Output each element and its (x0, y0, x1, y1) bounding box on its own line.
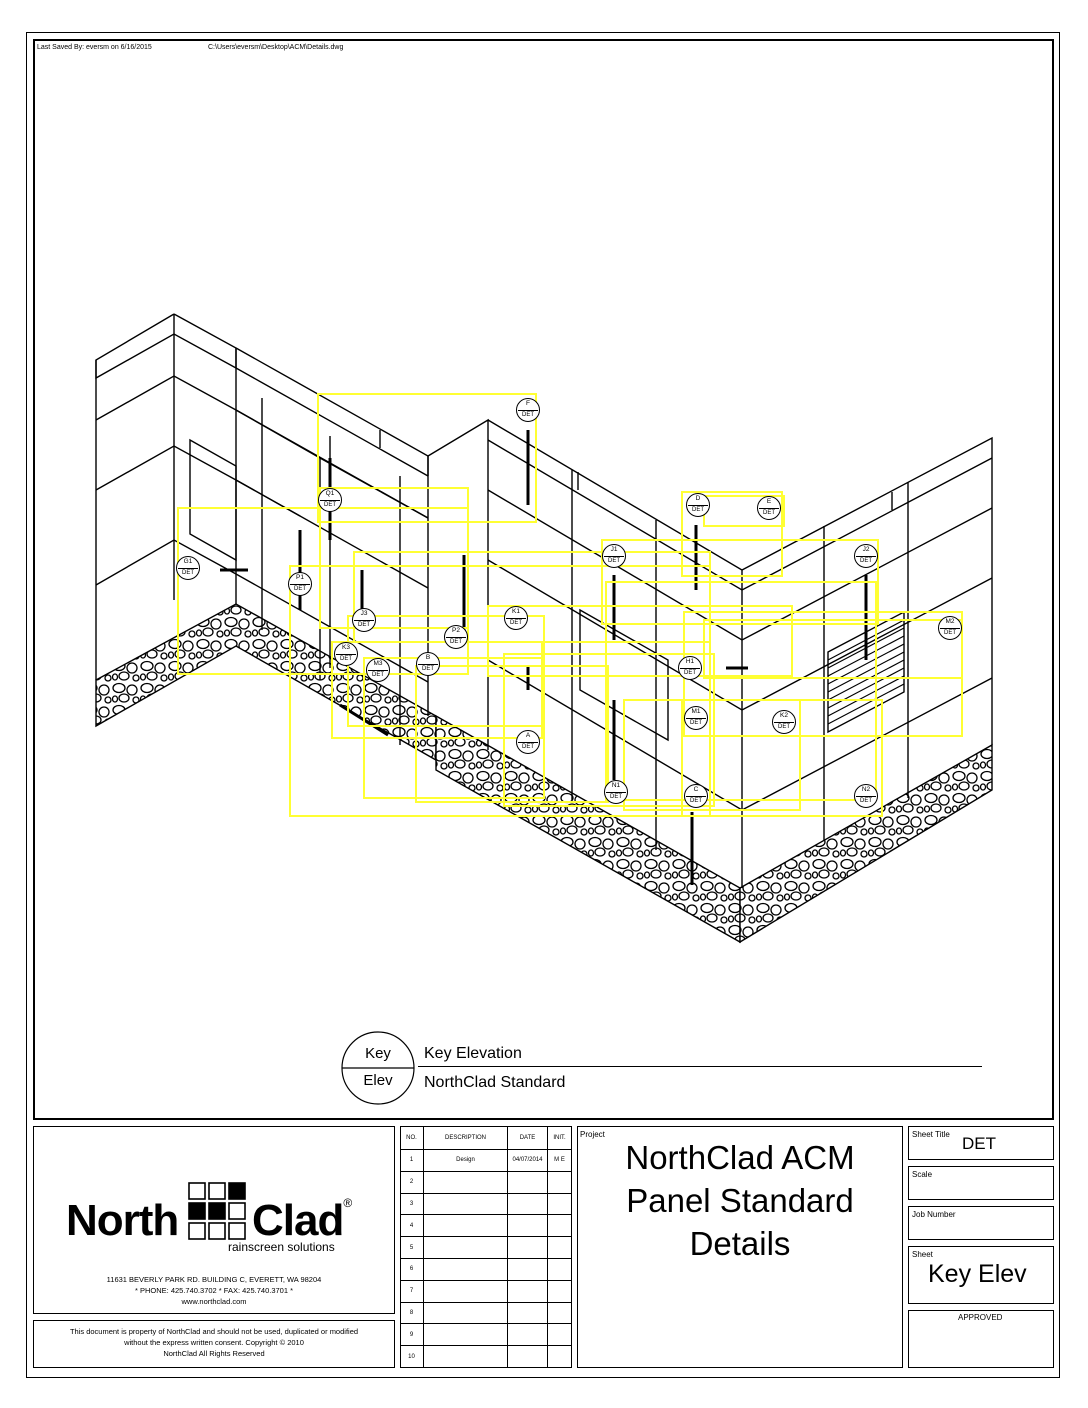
key-title: Key Elevation (424, 1045, 522, 1062)
tag-divider (178, 568, 198, 569)
revision-cell: M E (548, 1150, 572, 1172)
detail-tag-id: J3 (360, 610, 368, 617)
revision-cell: 04/07/2014 (508, 1150, 548, 1172)
detail-tag-id: M3 (373, 660, 383, 667)
detail-tag-id: Q1 (325, 490, 335, 497)
detail-tag-sheet: DET (690, 798, 702, 804)
job-number-label: Job Number (912, 1210, 956, 1219)
detail-tag-id: M2 (945, 618, 955, 625)
detail-tag-sheet: DET (324, 502, 336, 508)
detail-tag-e (757, 496, 781, 520)
revision-cell (508, 1237, 548, 1259)
revision-cell: 2 (400, 1172, 424, 1194)
notice-line-1: This document is property of NorthClad and should not be used, duplicated or modified (69, 1327, 359, 1336)
detail-tag-k2 (772, 710, 796, 734)
revision-cell: 1 (400, 1150, 424, 1172)
detail-tag-sheet: DET (182, 570, 194, 576)
tag-divider (774, 722, 794, 723)
logo-tagline: rainscreen solutions (228, 1240, 335, 1254)
revision-cell (508, 1281, 548, 1303)
revision-cell (548, 1194, 572, 1216)
detail-tag-id: C (693, 786, 699, 793)
last-saved-text: Last Saved By: eversm on 6/16/2015 (37, 44, 152, 51)
key-symbol-bottom: Elev (363, 1072, 393, 1089)
revision-cell (548, 1172, 572, 1194)
revision-cell (508, 1346, 548, 1368)
notice-line-2: without the express written consent. Copyright © 2010 (124, 1338, 304, 1347)
revision-cell: 5 (400, 1237, 424, 1259)
scale-label: Scale (912, 1170, 933, 1179)
detail-tag-id: N1 (611, 782, 621, 789)
tag-divider (856, 796, 876, 797)
detail-tag-sheet: DET (778, 724, 790, 730)
detail-tag-id: P1 (296, 574, 304, 581)
tag-divider (686, 718, 706, 719)
tag-divider (680, 668, 700, 669)
revision-cell (424, 1259, 508, 1281)
tag-divider (940, 628, 960, 629)
detail-tag-id: H1 (685, 658, 695, 665)
revision-cell (548, 1303, 572, 1325)
detail-tag-j3 (352, 608, 376, 632)
sheet-label: Sheet (912, 1250, 933, 1259)
revision-cell (508, 1259, 548, 1281)
revision-cell (548, 1346, 572, 1368)
tag-divider (506, 618, 526, 619)
detail-tag-id: N2 (861, 786, 871, 793)
project-line-2: Panel Standard (626, 1182, 854, 1219)
detail-tag-c (684, 784, 708, 808)
detail-tag-n1 (604, 780, 628, 804)
key-subtitle: NorthClad Standard (424, 1074, 566, 1091)
detail-tag-sheet: DET (763, 510, 775, 516)
detail-tag-m3 (366, 658, 390, 682)
detail-tag-sheet: DET (372, 672, 384, 678)
project-line-3: Details (689, 1225, 791, 1262)
detail-tag-sheet: DET (450, 639, 462, 645)
detail-tag-sheet: DET (684, 670, 696, 676)
revision-cell (508, 1324, 548, 1346)
logo-clad: Clad® (252, 1196, 353, 1245)
revision-cell (424, 1281, 508, 1303)
tag-divider (446, 637, 466, 638)
key-symbol (340, 1030, 420, 1110)
sheet-title-value: DET (962, 1134, 996, 1153)
revision-header: DESCRIPTION (424, 1126, 508, 1150)
sheet-value: Key Elev (928, 1260, 1027, 1288)
detail-tag-id: K2 (780, 712, 788, 719)
detail-tag-sheet: DET (692, 507, 704, 513)
logo-grid-icon (188, 1182, 248, 1242)
detail-tag-h1 (678, 656, 702, 680)
key-symbol-top: Key (365, 1045, 391, 1062)
tag-divider (606, 792, 626, 793)
detail-tag-id: K3 (342, 644, 350, 651)
detail-tag-k3 (334, 642, 358, 666)
detail-tag-id: A (525, 732, 531, 739)
detail-tag-a (516, 730, 540, 754)
detail-tag-id: B (425, 654, 431, 661)
revision-cell (508, 1303, 548, 1325)
revision-cell: 10 (400, 1346, 424, 1368)
revision-cell (548, 1215, 572, 1237)
tag-divider (686, 796, 706, 797)
detail-tag-id: E (766, 498, 772, 505)
tag-divider (368, 670, 388, 671)
detail-tag-id: D (695, 495, 701, 502)
revision-cell (424, 1324, 508, 1346)
revision-cell (424, 1303, 508, 1325)
detail-tag-sheet: DET (522, 744, 534, 750)
detail-tag-id: G1 (183, 558, 193, 565)
revision-cell (548, 1237, 572, 1259)
revision-cell: Design (424, 1150, 508, 1172)
project-line-1: NorthClad ACM (625, 1139, 855, 1176)
detail-tag-sheet: DET (294, 586, 306, 592)
tag-divider (418, 664, 438, 665)
detail-tag-sheet: DET (608, 558, 620, 564)
tag-divider (320, 500, 340, 501)
detail-tag-n2 (854, 784, 878, 808)
detail-tag-id: K1 (512, 608, 520, 615)
detail-tag-sheet: DET (690, 720, 702, 726)
detail-tag-sheet: DET (610, 794, 622, 800)
revision-cell (424, 1194, 508, 1216)
revision-cell (424, 1346, 508, 1368)
tag-divider (354, 620, 374, 621)
tag-divider (518, 410, 538, 411)
revision-header: INIT. (548, 1126, 572, 1150)
detail-tag-b (416, 652, 440, 676)
detail-tag-j1 (602, 544, 626, 568)
detail-tag-sheet: DET (422, 666, 434, 672)
logo-north: North (66, 1196, 179, 1245)
detail-tag-sheet: DET (944, 630, 956, 636)
detail-tag-d (686, 493, 710, 517)
revision-cell (508, 1172, 548, 1194)
revision-cell (424, 1215, 508, 1237)
revision-cell: 3 (400, 1194, 424, 1216)
detail-tag-g1 (176, 556, 200, 580)
detail-tag-j2 (854, 544, 878, 568)
revision-cell: 6 (400, 1259, 424, 1281)
detail-tag-sheet: DET (860, 558, 872, 564)
tag-divider (856, 556, 876, 557)
detail-tag-id: J2 (862, 546, 870, 553)
detail-tag-f (516, 398, 540, 422)
revision-cell (424, 1172, 508, 1194)
revision-cell (424, 1237, 508, 1259)
company-address: 11631 BEVERLY PARK RD. BUILDING C, EVERETT, WA 98204 (106, 1275, 322, 1284)
revision-cell: 9 (400, 1324, 424, 1346)
detail-tag-id: P2 (452, 627, 460, 634)
revision-header: NO. (400, 1126, 424, 1150)
detail-tag-id: M1 (691, 708, 701, 715)
detail-tag-m1 (684, 706, 708, 730)
key-underline (418, 1066, 982, 1067)
detail-tag-id: J1 (610, 546, 618, 553)
detail-tag-sheet: DET (522, 412, 534, 418)
detail-tag-p2 (444, 625, 468, 649)
sheet-title-label: Sheet Title (912, 1130, 950, 1139)
tag-divider (290, 584, 310, 585)
detail-tag-sheet: DET (510, 620, 522, 626)
project-label: Project (580, 1130, 605, 1139)
tag-divider (759, 508, 779, 509)
revision-cell (508, 1215, 548, 1237)
tag-divider (336, 654, 356, 655)
detail-tag-q1 (318, 488, 342, 512)
revision-cell: 8 (400, 1303, 424, 1325)
detail-tag-k1 (504, 606, 528, 630)
approved-label: APPROVED (958, 1313, 1003, 1322)
revision-cell (548, 1281, 572, 1303)
revision-cell: 7 (400, 1281, 424, 1303)
detail-tag-m2 (938, 616, 962, 640)
revision-header: DATE (508, 1126, 548, 1150)
tag-divider (604, 556, 624, 557)
file-path-text: C:\Users\eversm\Desktop\ACM\Details.dwg (208, 44, 344, 51)
highlight-boxes (178, 394, 962, 816)
tag-divider (688, 505, 708, 506)
company-website: www.northclad.com (181, 1297, 247, 1306)
revision-cell (508, 1194, 548, 1216)
company-phone: * PHONE: 425.740.3702 * FAX: 425.740.3701 * (134, 1286, 294, 1295)
tag-divider (518, 742, 538, 743)
detail-tag-sheet: DET (358, 622, 370, 628)
revision-cell: 4 (400, 1215, 424, 1237)
detail-tag-id: F (526, 400, 530, 407)
detail-tag-sheet: DET (340, 656, 352, 662)
detail-tag-p1 (288, 572, 312, 596)
notice-line-3: NorthClad All Rights Reserved (163, 1349, 265, 1358)
revision-cell (548, 1259, 572, 1281)
revision-cell (548, 1324, 572, 1346)
detail-tag-sheet: DET (860, 798, 872, 804)
